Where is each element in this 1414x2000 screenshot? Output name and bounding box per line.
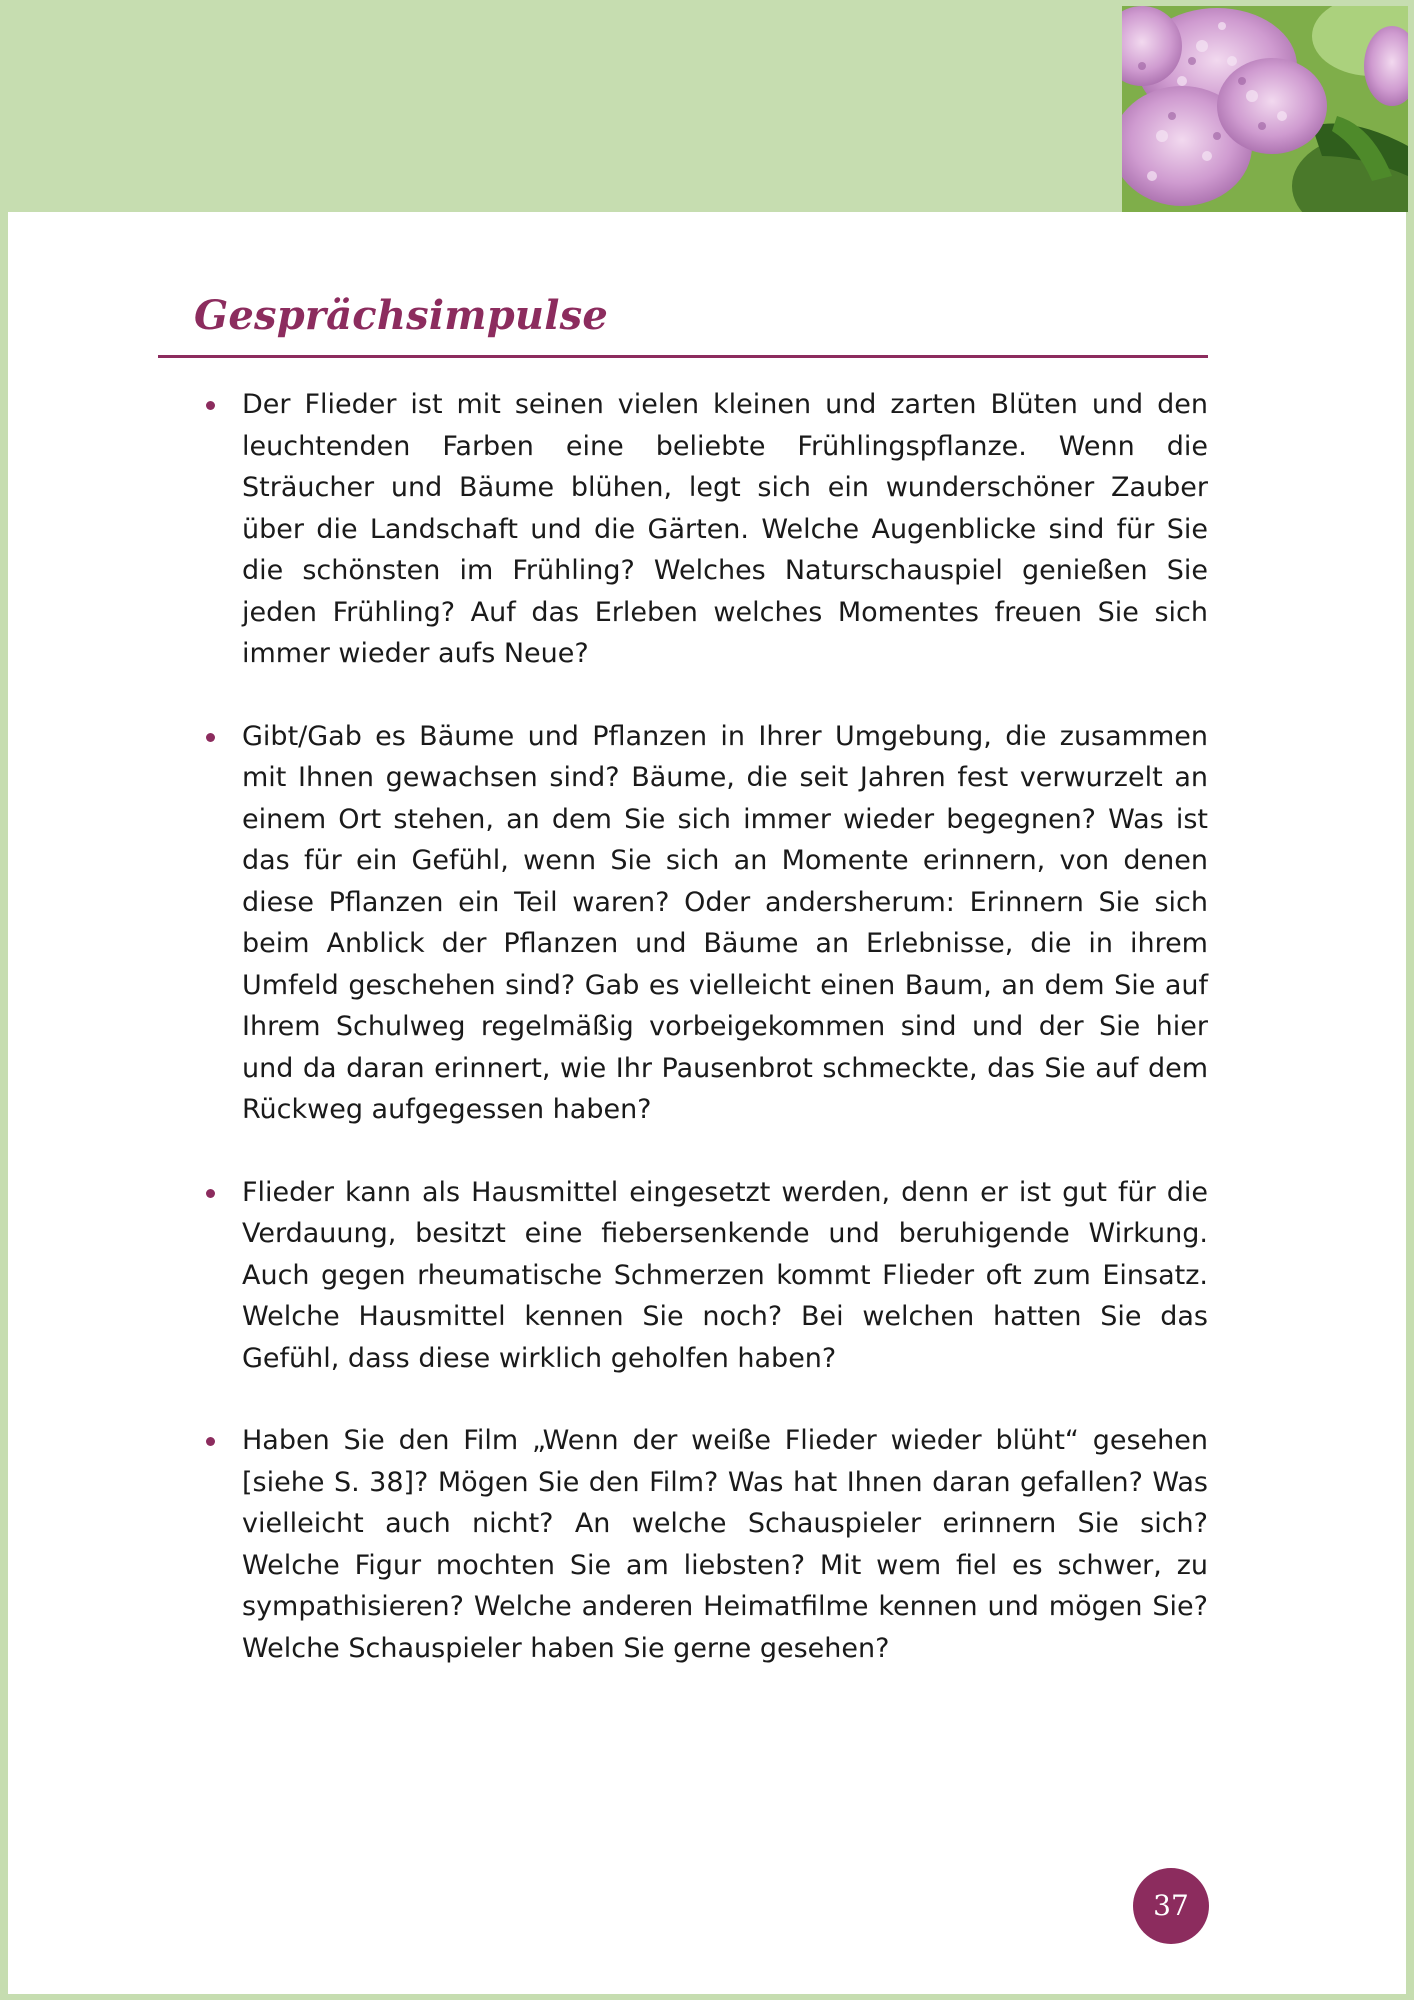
bullet-item-3 [206, 1172, 1208, 1380]
bullet-text: Haben Sie den Film „Wenn der weiße Flieder wieder blüht“ gesehen [siehe S. 38]? Mögen Sie den Film? Was hat Ihnen daran gefallen? Was vielleicht auch nicht? An welche Schauspieler erinnern Sie sich? Welche Figur mochten Sie am liebsten? Mit wem fiel es schwer, zu sympathisieren? Welche anderen Heimatfilme kennen und mögen Sie? Welche Schauspieler haben Sie gerne gesehen? [242, 1425, 1208, 1664]
bullet-dot-icon [206, 401, 215, 410]
bullet-item-2 [206, 716, 1208, 1131]
bullet-dot-icon [206, 733, 215, 742]
bullet-dot-icon [206, 1437, 215, 1446]
bullet-text: Flieder kann als Hausmittel eingesetzt werden, denn er ist gut für die Verdauung, besitzt eine fiebersenkende und beruhigende Wirkung. Auch gegen rheumatische Schmerzen kommt Flieder oft zum Einsatz. Welche Hausmittel kennen Sie noch? Bei welchen hatten Sie das Gefühl, dass diese wirklich geholfen haben? [242, 1176, 1208, 1374]
bullet-item-1 [206, 384, 1208, 675]
bullet-list [206, 384, 1208, 1710]
heading-underline [158, 355, 1208, 358]
bullet-text: Der Flieder ist mit seinen vielen kleinen und zarten Blüten und den leuchtenden Farben eine beliebte Frühlingspflanze. Wenn die Sträucher und Bäume blühen, legt sich ein wunderschöner Zauber über die Landschaft und die Gärten. Welche Augenblicke sind für Sie die schönsten im Frühling? Welches Naturschauspiel genießen Sie jeden Frühling? Auf das Erleben welches Momentes freuen Sie sich immer wieder aufs Neue? [242, 389, 1208, 669]
bullet-item-4 [206, 1420, 1208, 1669]
lilac-photo [1122, 6, 1408, 212]
page-number-badge: 37 [1133, 1868, 1209, 1944]
section-heading: Gesprächsimpulse [194, 292, 608, 339]
bullet-dot-icon [206, 1189, 215, 1198]
bullet-text: Gibt/Gab es Bäume und Pflanzen in Ihrer Umgebung, die zusammen mit Ihnen gewachsen sind? Bäume, die seit Jahren fest verwurzelt an einem Ort stehen, an dem Sie sich immer wieder begegnen? Was ist das für ein Gefühl, wenn Sie sich an Momente erinnern, von denen diese Pflanzen ein Teil waren? Oder andersherum: Erinnern Sie sich beim Anblick der Pflanzen und Bäume an Erlebnisse, die in ihrem Umfeld geschehen sind? Gab es vielleicht einen Baum, an dem Sie auf Ihrem Schulweg regelmäßig vorbeigekommen sind und der Sie hier und da daran erinnert, wie Ihr Pausenbrot schmeckte, das Sie auf dem Rückweg aufgegessen haben? [242, 720, 1208, 1125]
